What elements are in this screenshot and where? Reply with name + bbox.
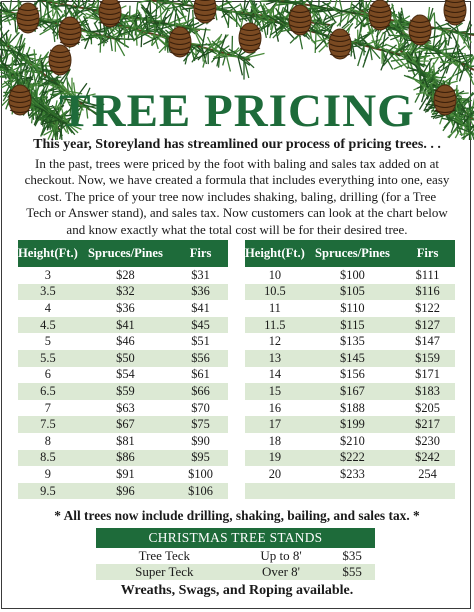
stand-size-cell: Up to 8'	[260, 548, 302, 563]
spruce-price-cell	[305, 483, 400, 500]
fir-price-cell: $70	[191, 400, 210, 415]
table-row	[18, 433, 228, 450]
pinecone-icon	[289, 5, 311, 35]
height-cell: 6	[44, 367, 51, 382]
height-cell: 5.5	[18, 350, 78, 367]
lead-sentence: This year, Storeyland has streamlined our process of pricing trees. . .	[33, 137, 441, 152]
spruce-price-cell: $50	[78, 350, 173, 367]
height-cell: 3.5	[18, 284, 78, 301]
pinecone-icon	[194, 0, 216, 23]
fir-price-cell: $41	[191, 300, 210, 315]
table-row	[18, 416, 228, 433]
height-cell: 7.5	[18, 416, 78, 433]
height-cell: 13	[245, 350, 305, 367]
fir-price-cell: $116	[400, 284, 455, 301]
page-title: TREE PRICING	[59, 85, 415, 137]
fir-price-cell: $61	[191, 367, 210, 382]
pine-needle	[267, 20, 268, 35]
height-cell: 7	[44, 400, 51, 415]
spruce-price-cell: $233	[340, 466, 365, 481]
height-cell: 8	[44, 433, 51, 448]
height-cell: 14	[268, 367, 282, 382]
pinecone-icon	[329, 29, 351, 59]
table-row	[245, 350, 455, 367]
table-row	[245, 466, 455, 483]
pine-needle	[193, 10, 194, 29]
table-row	[18, 350, 228, 367]
height-cell: 18	[268, 433, 282, 448]
price-table-right	[245, 240, 455, 499]
spruce-price-cell: $28	[116, 267, 135, 282]
pine-needle	[440, 62, 460, 63]
height-cell: 17	[245, 416, 305, 433]
spruce-price-cell: $100	[340, 267, 365, 282]
pine-needle	[419, 59, 420, 80]
pine-needle	[315, 33, 316, 53]
pinecone-icon	[99, 0, 121, 27]
pine-needle	[268, 0, 280, 1]
pine-needle	[100, 20, 101, 30]
pine-needle	[110, 38, 112, 52]
fir-price-cell: $36	[173, 284, 228, 301]
height-cell: 4	[44, 300, 51, 315]
fir-price-cell: $90	[191, 433, 210, 448]
height-cell: 20	[268, 466, 282, 481]
fir-price-cell: $100	[188, 466, 213, 481]
fir-price-cell: $242	[400, 450, 455, 467]
fir-price-cell: $51	[191, 334, 210, 349]
table-row	[18, 333, 228, 350]
fir-price-cell: $127	[400, 317, 455, 334]
stand-size-cell: Over 8'	[233, 564, 330, 580]
spruce-price-cell: $167	[305, 383, 400, 400]
price-table-left	[18, 240, 228, 499]
spruce-price-cell: $46	[116, 334, 135, 349]
height-cell: 15	[245, 383, 305, 400]
table-row	[18, 267, 228, 284]
height-cell: 11.5	[245, 317, 305, 334]
height-cell: 9.5	[18, 483, 78, 500]
table-row	[245, 400, 455, 417]
table-header-row	[18, 240, 228, 267]
column-header-firs: Firs	[173, 240, 228, 267]
table-row	[245, 416, 455, 433]
fir-price-cell: $66	[173, 383, 228, 400]
spruce-price-cell: $36	[116, 300, 135, 315]
spruce-price-cell: $199	[305, 416, 400, 433]
pine-needle	[310, 31, 312, 41]
table-row	[245, 367, 455, 384]
fir-price-cell: $122	[415, 300, 440, 315]
pine-needle	[434, 12, 435, 28]
height-cell: 9	[44, 466, 51, 481]
pinecone-icon	[59, 17, 81, 47]
pine-needle	[124, 26, 125, 46]
table-header-row	[245, 240, 455, 267]
column-header-firs: Firs	[400, 240, 455, 267]
fir-price-cell: $183	[400, 383, 455, 400]
pine-needle	[138, 0, 150, 3]
pinecone-icon	[239, 23, 261, 53]
height-cell: 3	[44, 267, 51, 282]
spruce-price-cell: $110	[340, 300, 365, 315]
table-row	[18, 367, 228, 384]
pine-needle	[460, 65, 465, 81]
height-cell: 16	[268, 400, 282, 415]
pine-needle	[40, 0, 41, 19]
spruce-price-cell: $86	[78, 450, 173, 467]
pinecone-icon	[409, 15, 431, 45]
pine-needle	[6, 32, 7, 45]
spruce-price-cell: $63	[116, 400, 135, 415]
column-header-spruces: Spruces/Pines	[305, 240, 400, 267]
height-cell: 12	[268, 334, 282, 349]
height-cell: 6.5	[18, 383, 78, 400]
height-cell: 11	[268, 300, 281, 315]
spruce-price-cell: $67	[78, 416, 173, 433]
stand-row	[96, 548, 375, 564]
height-cell: 10	[268, 267, 282, 282]
table-row	[245, 383, 455, 400]
spruce-price-cell: $91	[116, 466, 135, 481]
spruce-price-cell: $115	[305, 317, 400, 334]
fir-price-cell: $95	[173, 450, 228, 467]
spruce-price-cell: $222	[305, 450, 400, 467]
fir-price-cell: $147	[415, 334, 440, 349]
table-row	[245, 317, 455, 334]
pine-needle	[12, 57, 13, 74]
pinecone-icon	[49, 45, 71, 75]
height-cell: 19	[245, 450, 305, 467]
pine-needle	[215, 9, 229, 11]
table-row	[245, 284, 455, 301]
pinecone-icon	[369, 0, 391, 30]
table-row	[245, 267, 455, 284]
height-cell	[245, 483, 305, 500]
spruce-price-cell: $54	[116, 367, 135, 382]
pine-needle	[435, 28, 451, 29]
pinecone-icon	[17, 3, 39, 33]
spruce-price-cell: $96	[78, 483, 173, 500]
pinecone-icon	[444, 0, 466, 25]
stand-name-cell: Super Teck	[96, 564, 233, 580]
fir-price-cell: $217	[400, 416, 455, 433]
fir-price-cell: $205	[415, 400, 440, 415]
table-row	[18, 466, 228, 483]
pine-needle	[457, 32, 458, 45]
table-row	[18, 300, 228, 317]
table-row	[18, 483, 228, 500]
table-row	[18, 317, 228, 334]
spruce-price-cell: $105	[305, 284, 400, 301]
fir-price-cell: $31	[191, 267, 210, 282]
pine-needle	[164, 25, 174, 26]
fir-price-cell: $230	[415, 433, 440, 448]
height-cell: 8.5	[18, 450, 78, 467]
stand-price-cell: $35	[342, 548, 362, 563]
spruce-price-cell: $188	[340, 400, 365, 415]
fir-price-cell: $171	[415, 367, 440, 382]
fir-price-cell: $111	[415, 267, 440, 282]
column-header-spruces: Spruces/Pines	[78, 240, 173, 267]
fir-price-cell: $159	[400, 350, 455, 367]
pine-needle	[357, 14, 358, 25]
pine-needle	[466, 34, 474, 35]
fir-price-cell: $106	[173, 483, 228, 500]
pine-needle	[0, 45, 7, 46]
table-row	[18, 284, 228, 301]
tree-stands-table	[96, 528, 375, 580]
pinecone-icon	[169, 27, 191, 57]
height-cell: 4.5	[18, 317, 78, 334]
table-row	[245, 450, 455, 467]
included-services-note: * All trees now include drilling, shaking, bailing, and sales tax. *	[54, 508, 420, 523]
spruce-price-cell: $81	[116, 433, 135, 448]
footer-note: Wreaths, Swags, and Roping available.	[120, 583, 354, 598]
height-cell: 5	[44, 334, 51, 349]
fir-price-cell	[400, 483, 455, 500]
spruce-price-cell: $145	[305, 350, 400, 367]
table-row	[245, 433, 455, 450]
stand-row	[96, 564, 375, 580]
spruce-price-cell: $41	[78, 317, 173, 334]
stand-price-cell: $55	[329, 564, 375, 580]
intro-paragraph: In the past, trees were priced by the foot with baling and sales tax added on at checkout. Now, we have created a formula that includes everything into one, easy cost. The price of your tree now includes shaking, baling, drilling (for a Tree Tech or Answer stand), and sales tax. Now customers can look at the chart below and know exactly what the total cost will be for their desired tree.	[24, 156, 450, 237]
table-row	[18, 383, 228, 400]
stand-name-cell: Tree Teck	[138, 548, 191, 563]
table-row	[18, 450, 228, 467]
column-header-height: Height(Ft.)	[245, 240, 305, 267]
table-row	[18, 400, 228, 417]
spruce-price-cell: $156	[340, 367, 365, 382]
spruce-price-cell: $59	[78, 383, 173, 400]
tree-stands-title: CHRISTMAS TREE STANDS	[96, 528, 375, 548]
fir-price-cell: $75	[173, 416, 228, 433]
column-header-height: Height(Ft.)	[18, 240, 78, 267]
table-row	[245, 333, 455, 350]
table-row	[245, 483, 455, 500]
fir-price-cell: $56	[173, 350, 228, 367]
fir-price-cell: 254	[418, 466, 437, 481]
height-cell: 10.5	[245, 284, 305, 301]
table-row	[245, 300, 455, 317]
fir-price-cell: $45	[173, 317, 228, 334]
pine-needle	[228, 11, 229, 28]
spruce-price-cell: $32	[78, 284, 173, 301]
spruce-price-cell: $135	[340, 334, 365, 349]
spruce-price-cell: $210	[340, 433, 365, 448]
